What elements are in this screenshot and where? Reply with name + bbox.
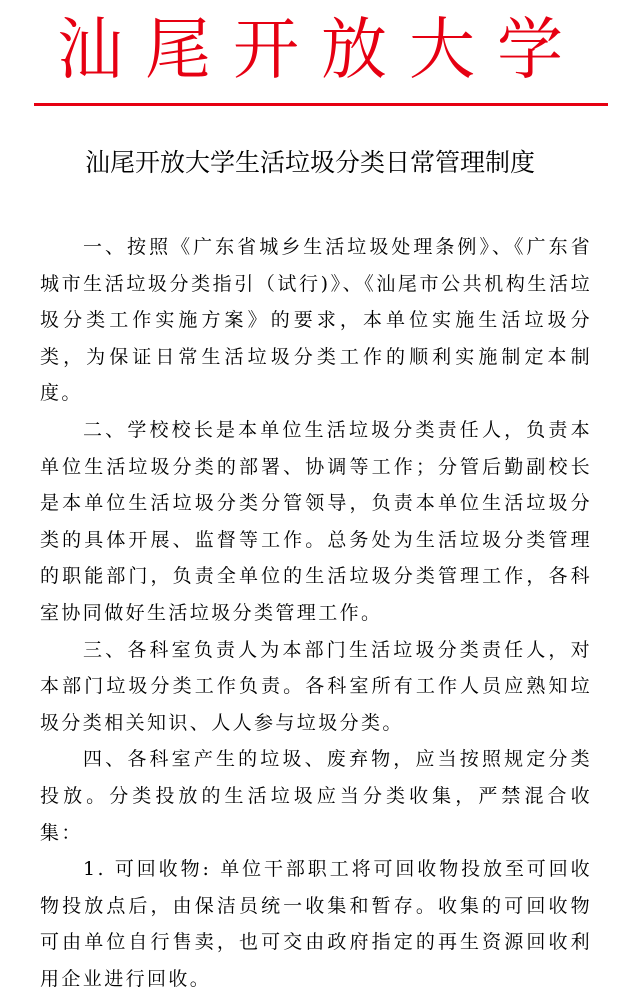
document-body: [40, 229, 592, 997]
body-paragraph: 三、各科室负责人为本部门生活垃圾分类责任人，对本部门垃圾分类工作负责。各科室所有工作人员应熟知垃圾分类相关知识、人人参与垃圾分类。: [40, 638, 592, 734]
body-paragraph: 四、各科室产生的垃圾、废弃物，应当按照规定分类投放。分类投放的生活垃圾应当分类收集，严禁混合收集：: [40, 748, 592, 844]
body-paragraph: 二、学校校长是本单位生活垃圾分类责任人，负责本单位生活垃圾分类的部署、协调等工作；分管后勤副校长是本单位生活垃圾分类分管领导，负责本单位生活垃圾分类的具体开展、监督等工作。总务处为生活垃圾分类管理的职能部门，负责全单位的生活垃圾分类管理工作，各科室协同做好生活垃圾分类管理工作。: [40, 418, 592, 624]
document-title: 汕尾开放大学生活垃圾分类日常管理制度: [84, 148, 535, 177]
institution-masthead: 汕尾开放大学: [57, 10, 585, 89]
body-paragraph: 1. 可回收物: 单位干部职工将可回收物投放至可回收物投放点后，由保洁员统一收集和暂存。收集的可回收物可由单位自行售卖，也可交由政府指定的再生资源回收利用企业进行回收。: [40, 858, 592, 990]
body-paragraph: 一、按照《广东省城乡生活垃圾处理条例》、《广东省城市生活垃圾分类指引（试行)》、《汕尾市公共机构生活垃圾分类工作实施方案》的要求，本单位实施生活垃圾分类，为保证日常生活垃圾分类工作的顺利实施制定本制度。: [40, 236, 592, 405]
header-divider: [34, 103, 608, 106]
